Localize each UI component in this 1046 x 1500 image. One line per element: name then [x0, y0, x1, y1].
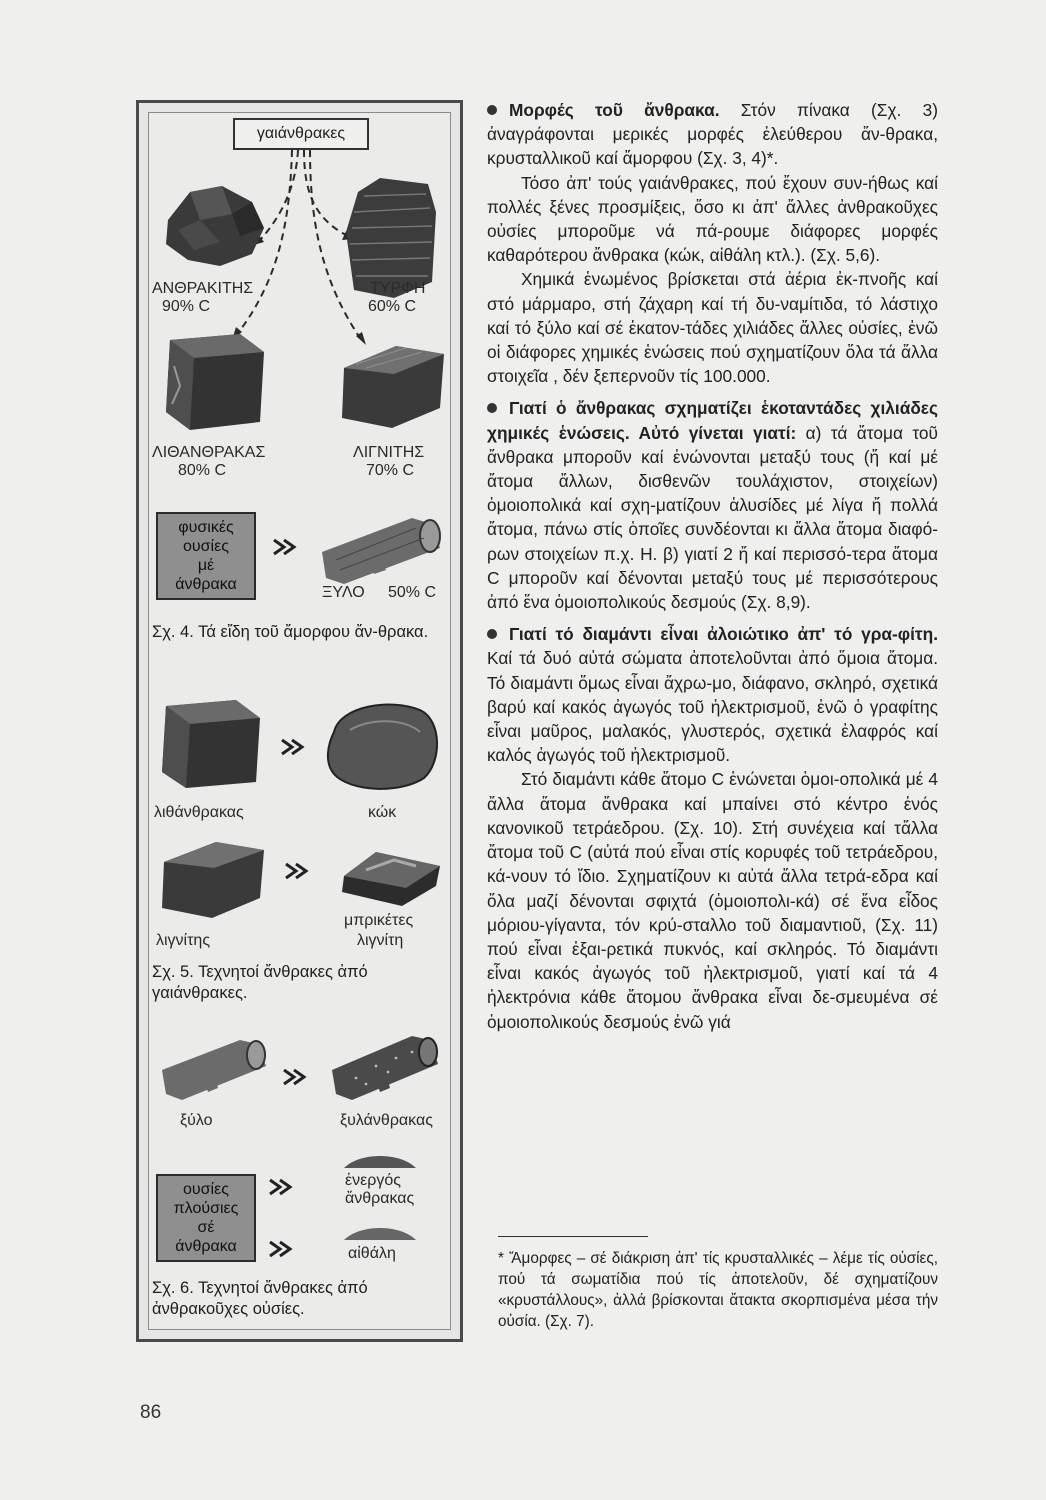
double-arrow-icon: [282, 1068, 312, 1086]
active-carbon-pile: [340, 1148, 420, 1170]
charcoal-label: ξυλάνθρακας: [340, 1112, 433, 1129]
briquette-image: [336, 846, 446, 910]
page-number: 86: [140, 1402, 162, 1423]
soot-pile: [340, 1220, 420, 1242]
coke-image: [320, 696, 444, 796]
paragraph-why-compounds: [487, 396, 938, 614]
briquette-label-2: λιγνίτη: [357, 932, 404, 949]
caption-fig5: Σχ. 5. Τεχνητοί ἄνθρακες ἀπό γαιάνθρακες.: [152, 963, 368, 1002]
lignite-name: ΛΙΓΝΙΤΗΣ: [353, 444, 425, 461]
anthracite-image: [160, 180, 270, 270]
double-arrow-icon: [280, 738, 310, 756]
paragraph-compounds: Χημικά ἑνωμένος βρίσκεται στά ἀέρια ἐκ-πνοῆς καί στό μάρμαρο, στή ζάχαρη καί τή δυ-ναμίτιδα, τό λάστιχο καί τό ξύλο καί σέ ἑκατον-τάδες χιλιάδες ἄλλες οὐσίες, ἐνῶ οἱ διάφορες χημικές ἑνώσεις πού σχηματίζουν ὅλα τά ἄλλα στοιχεῖα , δέν ξεπερνοῦν τίς 100.000.: [487, 269, 938, 387]
double-arrow-icon: [272, 538, 302, 556]
active-carbon-label-1: ἐνεργός: [345, 1172, 401, 1189]
heading-diamond: Γιατί τό διαμάντι εἶναι ἀλοιώτικο ἀπ' τό γρα-φίτη.: [509, 624, 938, 645]
bituminous-pct: 80% C: [178, 462, 227, 479]
wood-name: ΞΥΛΟ: [322, 584, 365, 601]
footnote-rule: [498, 1236, 648, 1237]
xylo-label: ξύλο: [180, 1112, 213, 1129]
body-diamond: Καί τά δυό αὐτά σώματα ἀποτελοῦνται ἀπό ὅμοια ἄτομα. Τό διαμάντι ὅμως εἶναι ἄχρω-μο, διάφανο, σκληρό, σχετικά βαρύ καί κακός ἀγωγός τοῦ ἠλεκτρισμοῦ, ἐνῶ ὁ γραφίτης εἶναι μαῦρος, μαλακός, γλυστερός, σχετικά ἐλαφρός καί καλός ἀγωγός τοῦ ἠλεκτρισμοῦ.: [487, 648, 938, 766]
rich-box-line: άνθρακα: [175, 1238, 237, 1255]
soot-label: αἰθάλη: [348, 1245, 396, 1262]
natural-substances-box: [156, 512, 256, 600]
body-forms: Στόν πίνακα (Σχ. 3) ἀναγράφονται μερικές μορφές ἐλεύθερου ἄν-θρακα, κρυσταλλικοῦ καί ἄμορφου (Σχ. 3, 4)*.: [487, 100, 938, 169]
bullet-icon: [487, 105, 497, 115]
peat-name: ΤΥΡΦΗ: [370, 280, 426, 297]
natural-box-line: ουσίες: [183, 538, 229, 555]
active-carbon-label-2: ἄνθρακας: [345, 1190, 415, 1207]
lignite-pct: 70% C: [366, 462, 415, 479]
peat-pct: 60% C: [368, 298, 417, 315]
paragraph-diamond: [487, 622, 938, 767]
rich-box-line: ουσίες: [183, 1181, 229, 1198]
lithanthrakas-label: λιθάνθρακας: [154, 804, 244, 821]
heading-why-compounds: Γιατί ὁ ἄνθρακας σχηματίζει ἑκοταντάδες χιλιάδες χημικές ἑνώσεις. Αὐτό γίνεται γιατί:: [487, 398, 938, 443]
coke-label: κώκ: [368, 804, 397, 821]
bullet-icon: [487, 403, 497, 413]
paragraph-diamond-structure: Στό διαμάντι κάθε ἄτομο C ἑνώνεται ὁμοι-οπολικά μέ 4 ἄλλα ἄτομα ἄνθρακα καί μπαίνει στό κέντρο ἑνός κανονικοῦ τετράεδρου. (Σχ. 10). Στή συνέχεια καί τἄλλα ἄτομα τοῦ C (αὐτά πού εἶναι στίς κορυφές τοῦ τετράεδρου, κά-νουν τό ἴδιο. Σχηματίζουν κι αὐτά ἄλλα τετρά-εδρα καί ὅλα μαζί δένονται σφιχτά (ὁμοιοπολι-κά) σέ ἕνα εἶδος μόριου-γίγαντα, τόν κρύ-σταλλο τοῦ διαμαντιοῦ, (Σχ. 11) πού εἶναι ἐξαι-ρετικά πυκνός, καί σκληρός. Τό διαμάντι εἶναι κακός ἀγωγός τοῦ ἠλεκτρισμοῦ, γιατί καί τά 4 ἠλεκτρόνια κάθε ἄτομου ἄνθρακα εἶναι δε-σμευμένα σέ ὁμοιοπολικούς δεσμούς ἐνῶ γιά: [487, 769, 938, 1032]
bituminous-name: ΛΙΘΑΝΘΡΑΚΑΣ: [152, 444, 266, 461]
wood-pct: 50% C: [388, 584, 437, 601]
heading-forms: Μορφές τοῦ ἄνθρακα.: [509, 100, 720, 120]
footnote: * Ἄμορφες – σέ διάκριση ἀπ' τίς κρυσταλλικές – λέμε τίς οὐσίες, πού τά σωματίδια πού τίς ἀποτελοῦν, δέ σχηματίζουν «κρυστάλλους», ἀλλά βρίσκονται ἄτακτα σκορπισμένα μέσα τήν οὐσία. (Σχ. 7).: [498, 1250, 938, 1330]
text-column: [487, 98, 938, 1034]
rich-box-line: πλούσιες: [173, 1200, 239, 1217]
double-arrow-icon: [268, 1240, 298, 1258]
body-why-compounds: α) τά ἄτομα τοῦ ἄνθρακα μποροῦν καί ἑνώνονται μεταξύ τους (ἤ καί μέ ἄτομα ἄλλων, δισθενῶν τουλάχιστον, στοιχείων) ὁμοιοπολικά καί σχη-ματίζουν ἁλυσίδες μέ λίγα ἤ πολλά ἄτομα, πάνω στίς ὁποῖες συνδέονται κι ἄλλα ἄτομα διαφό-ρων στοιχείων π.χ. Η. β) γιατί 2 ἤ καί περισσό-τερα ἄτομα C μποροῦν καί δένονται μεταξύ τους μέ περισσότερους ἀπό ἕνα ὁμοιοπολικούς δεσμούς (Σχ. 8,9).: [487, 422, 938, 613]
lignite-small-image: [156, 834, 268, 924]
lignite-small-label: λιγνίτης: [156, 932, 211, 949]
paragraph-coal-purification: Τόσο ἀπ' τούς γαιάνθρακες, πού ἔχουν συν-ήθως καί πολλές ξένες προσμίξεις, ὅσο κι ἀπ' ἄλλες ἀνθρακοῦχες οὐσίες μποροῦμε νά πά-ρουμε διάφορες μορφές καθαρότερου ἄνθρακα (κώκ, αἰθάλη κτλ.). (Σχ. 5,6).: [487, 172, 938, 266]
double-arrow-icon: [284, 862, 314, 880]
wood-image: [316, 512, 450, 592]
bullet-icon: [487, 629, 497, 639]
paragraph-forms: [487, 98, 938, 171]
coal-label-box: γαιάνθρακες: [233, 118, 369, 150]
briquette-label-1: μπρικέτες: [344, 912, 414, 929]
natural-box-line: άνθρακα: [175, 576, 237, 593]
lignite-image: [336, 338, 448, 434]
anthracite-pct: 90% C: [162, 298, 211, 315]
caption-fig4: Σχ. 4. Τά εἴδη τοῦ ἄμορφου ἄν-θρακα.: [152, 623, 429, 641]
natural-box-line: φυσικές: [178, 519, 234, 536]
xylo-image: [156, 1034, 276, 1106]
carbon-rich-box: [156, 1174, 256, 1262]
bituminous-image: [160, 326, 270, 436]
rich-box-line: σέ: [197, 1219, 215, 1236]
charcoal-image: [326, 1030, 446, 1106]
double-arrow-icon: [268, 1178, 298, 1196]
caption-fig6: Σχ. 6. Τεχνητοί ἄνθρακες ἀπό ἀνθρακοῦχες οὐσίες.: [152, 1279, 368, 1318]
natural-box-line: μέ: [197, 557, 215, 574]
anthracite-name: ΑΝΘΡΑΚΙΤΗΣ: [152, 280, 254, 297]
lithanthrakas-image: [156, 692, 266, 792]
